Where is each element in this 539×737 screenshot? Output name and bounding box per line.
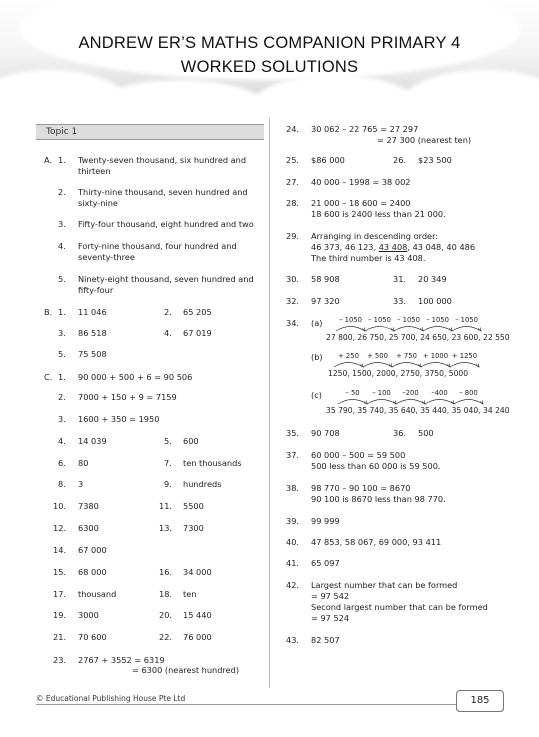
item-number: 4. <box>164 328 172 338</box>
item-number: 30. <box>286 274 300 284</box>
item-number: 16. <box>159 567 173 577</box>
answer-text: Ninety-eight thousand, seven hundred and fifty-four <box>78 274 254 295</box>
answer-text: $86 000 <box>311 155 345 165</box>
arcs-part-b <box>334 352 479 367</box>
answer-text: ten <box>183 589 197 599</box>
item-number: 29. <box>286 231 300 241</box>
step-arc <box>392 363 421 368</box>
item-number: 19. <box>53 610 67 620</box>
answer-text: 18 600 is 2400 less than 21 000. <box>311 209 446 219</box>
answer-text: 82 507 <box>311 635 340 645</box>
item-number: 15. <box>53 567 67 577</box>
answer-text: 600 <box>183 436 199 446</box>
step-arc <box>450 363 479 368</box>
answer-text: 68 000 <box>78 567 107 577</box>
answer-text: 2767 + 3552 = 6319 <box>78 655 165 665</box>
item-number: 41. <box>286 558 300 568</box>
item-number: 39. <box>286 516 300 526</box>
step-arc <box>421 363 450 368</box>
answer-text: 11 046 <box>78 307 107 317</box>
answer-text: Arranging in descending order: <box>311 231 439 241</box>
step-label: + 750 <box>396 352 417 360</box>
number-sequence: 1250, 1500, 2000, 2750, 3750, 5000 <box>328 369 469 378</box>
item-number: 22. <box>159 632 173 642</box>
step-label: – 800 <box>459 389 478 397</box>
item-number: 8. <box>58 479 66 489</box>
item-number: 6. <box>58 458 66 468</box>
page-title-line2: WORKED SOLUTIONS <box>180 58 359 76</box>
number-sequence: 35 790, 35 740, 35 640, 35 440, 35 040, 34 240 <box>326 406 510 415</box>
answer-text: 500 <box>418 428 434 438</box>
step-arc <box>423 327 452 332</box>
answer-text: 1600 + 350 = 1950 <box>78 414 160 424</box>
step-arc <box>363 363 392 368</box>
part-label: (a) <box>311 318 323 328</box>
page-number: 185 <box>456 690 504 712</box>
answer-text: Thirty-nine thousand, seven hundred and sixty-nine <box>78 187 248 208</box>
answer-text: 3 <box>78 479 84 489</box>
item-number: 40. <box>286 537 300 547</box>
item-number: 23. <box>53 655 67 665</box>
item-number: 20. <box>159 610 173 620</box>
arcs-part-a <box>336 316 481 331</box>
answer-text: = 27 300 (nearest ten) <box>377 135 472 145</box>
item-number: 26. <box>393 155 407 165</box>
item-number: 36. <box>393 428 407 438</box>
step-label: – 100 <box>372 389 391 397</box>
item-number: 14. <box>53 545 67 555</box>
answer-text: 5500 <box>183 501 204 511</box>
step-label: – 50 <box>345 389 360 397</box>
step-arc <box>425 400 454 405</box>
page-title-line1: ANDREW ER’S MATHS COMPANION PRIMARY 4 <box>78 34 461 52</box>
item-number: 4. <box>58 241 66 251</box>
item-number: 3. <box>58 328 66 338</box>
topic-heading: Topic 1 <box>36 124 264 140</box>
item-number: 35. <box>286 428 300 438</box>
copyright-notice: © Educational Publishing House Pte Ltd <box>36 694 186 703</box>
answer-text: 86 518 <box>78 328 107 338</box>
arcs-part-c <box>338 389 483 404</box>
item-number: 31. <box>393 274 407 284</box>
answer-text: 3000 <box>78 610 99 620</box>
answer-text: The third number is 43 408. <box>311 253 426 263</box>
item-number: 28. <box>286 198 300 208</box>
item-number: 2. <box>58 392 66 402</box>
item-number: 34. <box>286 318 300 328</box>
answer-text: = 6300 (nearest hundred) <box>132 665 240 675</box>
answer-text: 90 708 <box>311 428 340 438</box>
item-number: 18. <box>159 589 173 599</box>
answer-text: 90 100 is 8670 less than 98 770. <box>311 494 446 504</box>
item-number: 43. <box>286 635 300 645</box>
answer-text: 500 less than 60 000 is 59 500. <box>311 461 441 471</box>
answer-text: 67 019 <box>183 328 212 338</box>
item-number: 25. <box>286 155 300 165</box>
step-arc <box>336 327 365 332</box>
answer-text: 7000 + 150 + 9 = 7159 <box>78 392 177 402</box>
item-number: 12. <box>53 523 67 533</box>
item-number: 11. <box>159 501 173 511</box>
section-label: C. <box>44 372 53 382</box>
step-label: –400 <box>431 389 448 397</box>
section-label: A. <box>44 155 53 165</box>
step-arc <box>367 400 396 405</box>
step-arc <box>396 400 425 405</box>
item-number: 4. <box>58 436 66 446</box>
item-number: 9. <box>164 479 172 489</box>
answer-text: = 97 542 <box>311 591 350 601</box>
answer-text: 70 600 <box>78 632 107 642</box>
step-label: – 1050 <box>455 316 478 324</box>
answer-text: 21 000 – 18 600 = 2400 <box>311 198 411 208</box>
answer-text: 76 000 <box>183 632 212 642</box>
answer-text: 60 000 – 500 = 59 500 <box>311 450 406 460</box>
item-number: 32. <box>286 296 300 306</box>
answer-text: 90 000 + 500 + 6 = 90 506 <box>78 372 193 382</box>
item-number: 33. <box>393 296 407 306</box>
answer-text: 65 097 <box>311 558 340 568</box>
section-label: B. <box>44 307 53 317</box>
answer-text: 15 440 <box>183 610 212 620</box>
item-number: 5. <box>164 436 172 446</box>
answer-text: 98 770 – 90 100 = 8670 <box>311 483 411 493</box>
answer-text: 100 000 <box>418 296 452 306</box>
answer-text: 67 000 <box>78 545 107 555</box>
answer-text: $23 500 <box>418 155 452 165</box>
number-sequence: 27 800, 26 750, 25 700, 24 650, 23 600, 22 550 <box>326 333 510 342</box>
answer-text: Forty-nine thousand, four hundred and seventy-three <box>78 241 237 262</box>
answer-text: , 43 048, 40 486 <box>407 242 476 252</box>
item-number: 24. <box>286 124 300 134</box>
answer-text: Second largest number that can be formed <box>311 602 488 612</box>
answer-text: thousand <box>78 589 117 599</box>
answer-text: Fifty-four thousand, eight hundred and two <box>78 219 254 229</box>
answer-text: 58 908 <box>311 274 340 284</box>
item-number: 10. <box>53 501 67 511</box>
answer-text: 34 000 <box>183 567 212 577</box>
answer-text: 7380 <box>78 501 99 511</box>
item-number: 2. <box>58 187 66 197</box>
part-label: (c) <box>311 390 322 400</box>
answer-text: = 97 524 <box>311 613 350 623</box>
item-number: 38. <box>286 483 300 493</box>
answer-text: 65 205 <box>183 307 212 317</box>
step-label: – 1050 <box>426 316 449 324</box>
item-number: 37. <box>286 450 300 460</box>
item-number: 21. <box>53 632 67 642</box>
step-label: –200 <box>402 389 419 397</box>
answer-text: 14 039 <box>78 436 107 446</box>
item-number: 3. <box>58 414 66 424</box>
answer-text: hundreds <box>183 479 222 489</box>
answer-text: 40 000 – 1998 = 38 002 <box>311 177 411 187</box>
step-label: – 1050 <box>339 316 362 324</box>
step-arc <box>334 363 363 368</box>
answer-text: ten thousands <box>183 458 242 468</box>
step-arc <box>454 400 483 405</box>
step-label: + 1250 <box>451 352 478 360</box>
answer-text: 80 <box>78 458 89 468</box>
answer-text: 6300 <box>78 523 99 533</box>
answer-text: 46 373, 46 123, <box>311 242 379 252</box>
item-number: 27. <box>286 177 300 187</box>
step-arc <box>394 327 423 332</box>
step-label: + 250 <box>338 352 359 360</box>
underlined-answer: 43 408 <box>378 242 408 252</box>
step-arc <box>365 327 394 332</box>
answer-text: 7300 <box>183 523 204 533</box>
answer-text: 97 320 <box>311 296 340 306</box>
item-number: 1. <box>58 372 66 382</box>
answer-text: 99 999 <box>311 516 340 526</box>
step-label: + 500 <box>367 352 388 360</box>
step-label: – 1050 <box>368 316 391 324</box>
item-number: 5. <box>58 274 66 284</box>
item-number: 2. <box>164 307 172 317</box>
answer-text: 47 853, 58 067, 69 000, 93 411 <box>311 537 442 547</box>
part-label: (b) <box>311 352 323 362</box>
answer-text: Twenty-seven thousand, six hundred and thirteen <box>78 155 247 176</box>
answer-text: 20 349 <box>418 274 447 284</box>
item-number: 1. <box>58 155 66 165</box>
item-number: 7. <box>164 458 172 468</box>
item-number: 3. <box>58 219 66 229</box>
item-number: 17. <box>53 589 67 599</box>
answer-text: 30 062 – 22 765 = 27 297 <box>311 124 419 134</box>
step-label: + 1000 <box>422 352 449 360</box>
item-number: 1. <box>58 307 66 317</box>
item-number: 13. <box>159 523 173 533</box>
answer-text: 75 508 <box>78 349 107 359</box>
item-number: 5. <box>58 349 66 359</box>
footer-rule <box>36 704 456 705</box>
step-arc <box>338 400 367 405</box>
step-arc <box>452 327 481 332</box>
item-number: 42. <box>286 580 300 590</box>
answer-text: Largest number that can be formed <box>311 580 458 590</box>
step-label: – 1050 <box>397 316 420 324</box>
